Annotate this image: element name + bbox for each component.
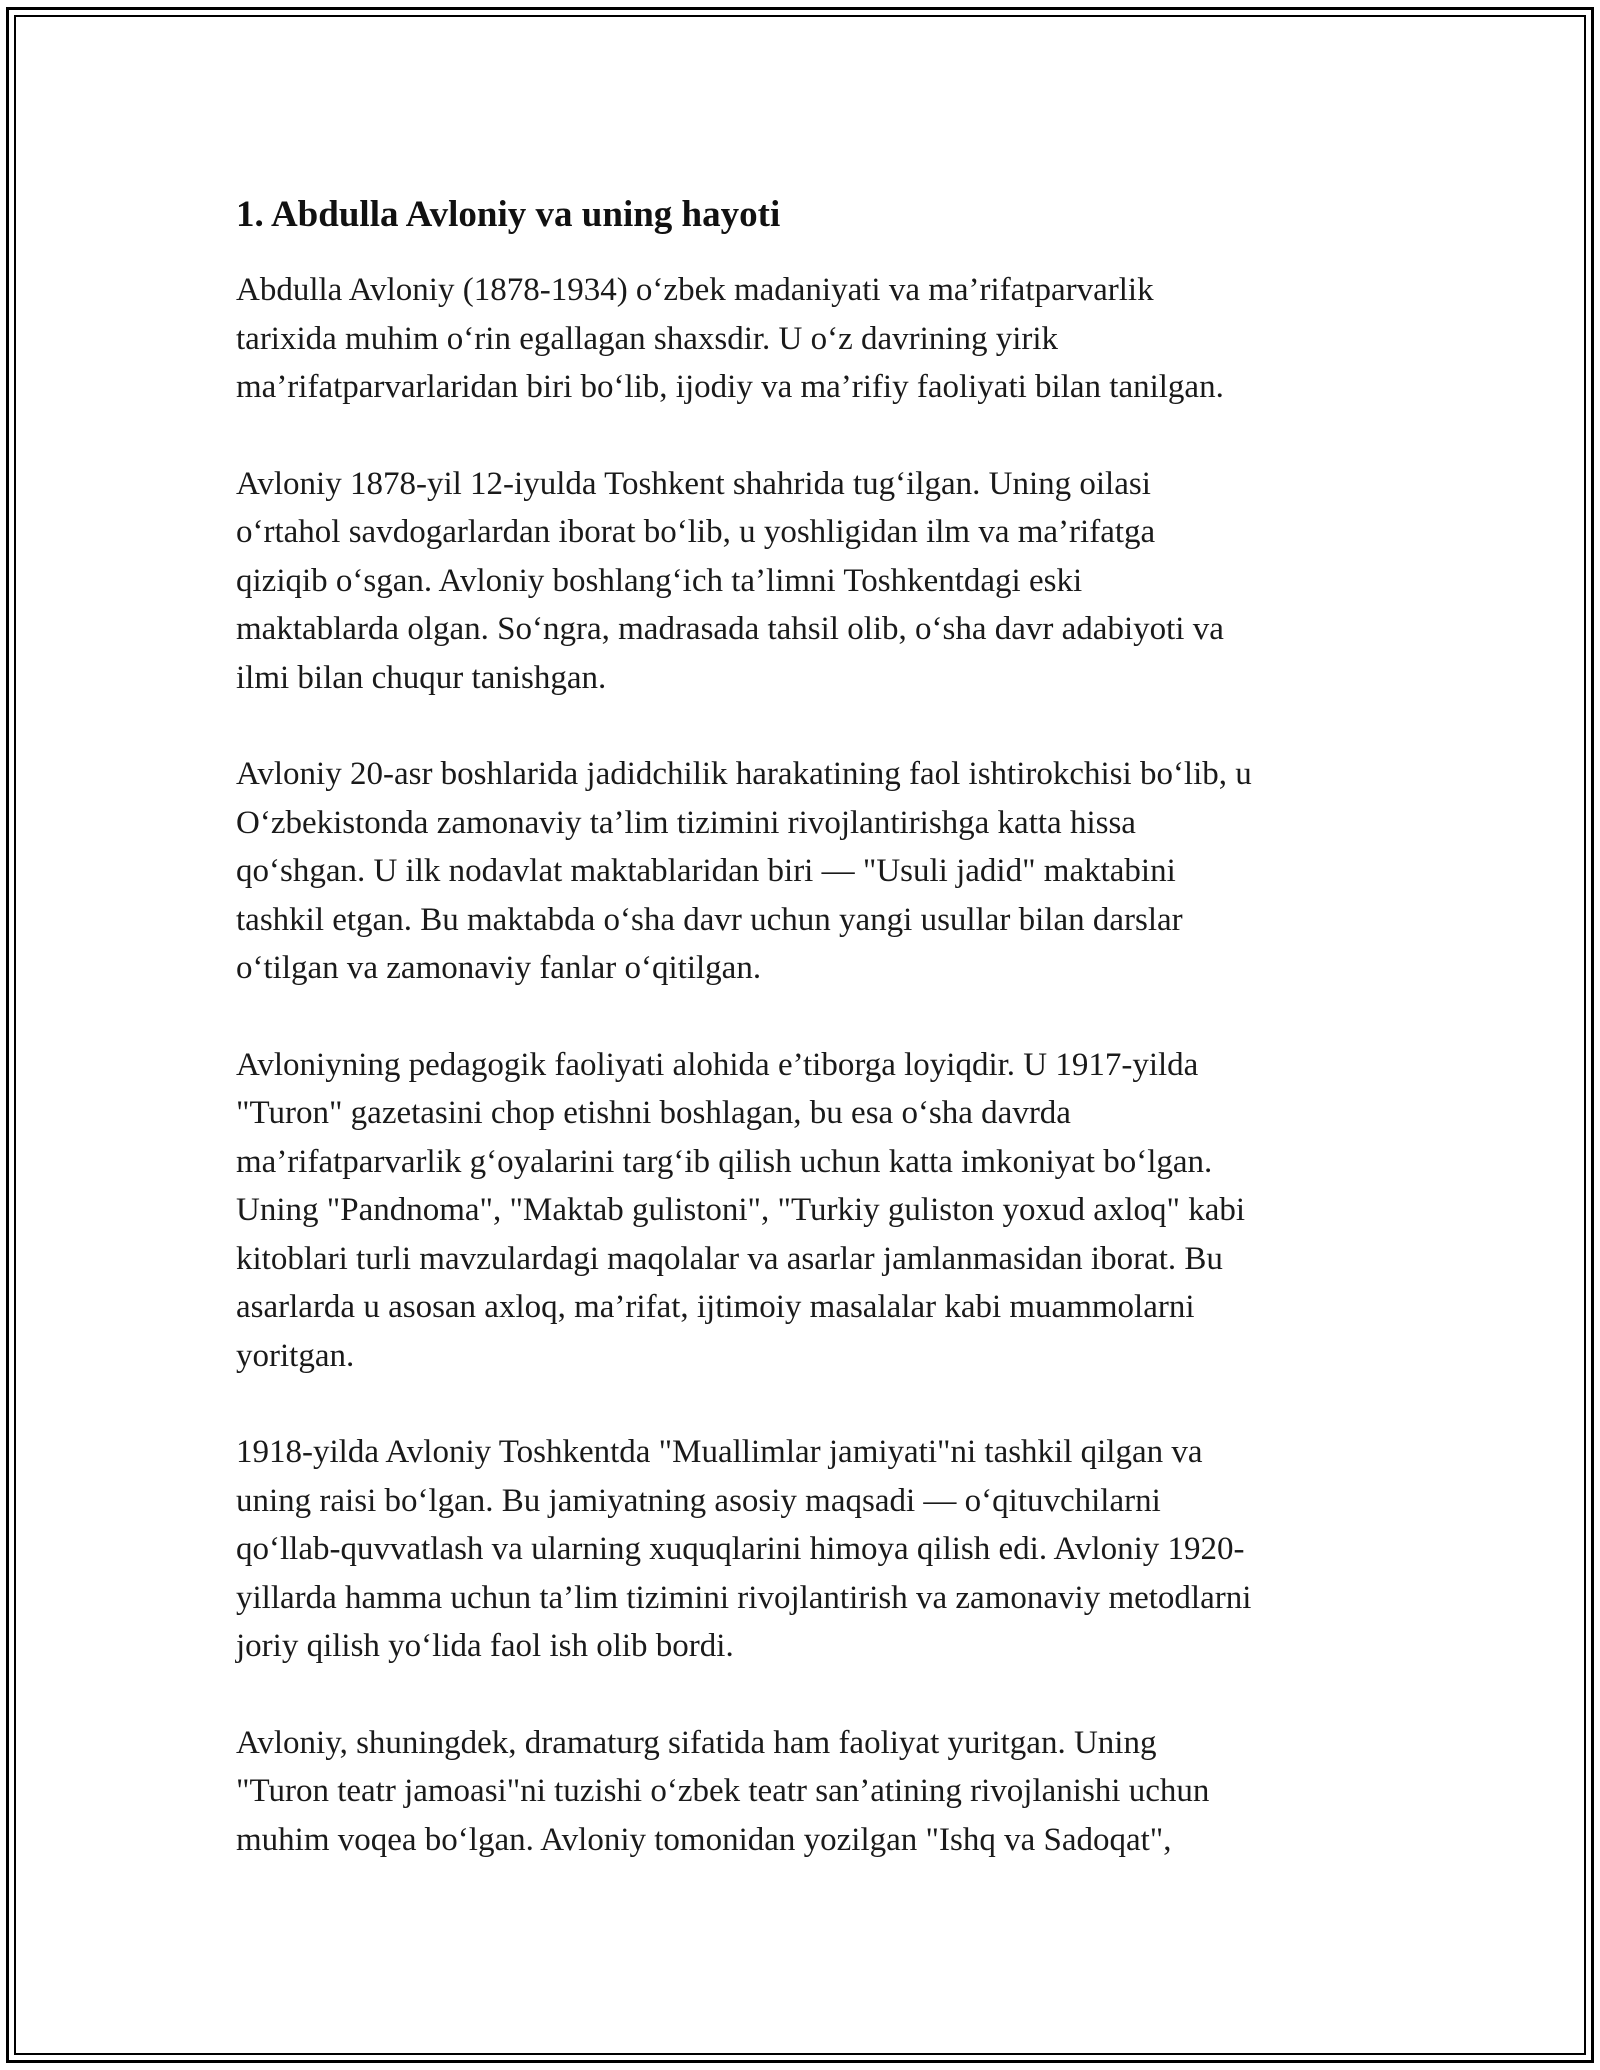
text-line: tarixida muhim o‘rin egallagan shaxsdir. U o‘z davrining yirik (236, 320, 1059, 357)
text-line: Avloniy 1878-yil 12-iyulda Toshkent shahrida tug‘ilgan. Uning oilasi (236, 465, 1151, 502)
text-line: ma’rifatparvarlik g‘oyalarini targ‘ib qilish uchun katta imkoniyat bo‘lgan. (236, 1143, 1213, 1180)
text-line: Uning "Pandnoma", "Maktab gulistoni", "Turkiy guliston yoxud axloq" kabi (236, 1192, 1246, 1228)
text-line: ilmi bilan chuqur tanishgan. (236, 659, 607, 696)
text-line: muhim voqea bo‘lgan. Avloniy tomonidan yozilgan "Ishq va Sadoqat", (236, 1821, 1172, 1858)
text-line: qiziqib o‘sgan. Avloniy boshlang‘ich ta’limni Toshkentdagi eski (236, 562, 1083, 599)
text-line: tashkil etgan. Bu maktabda o‘sha davr uchun yangi usullar bilan darslar (236, 901, 1183, 938)
text-line: qo‘shgan. U ilk nodavlat maktablaridan biri — "Usuli jadid" maktabini (236, 853, 1176, 889)
text-line: maktablarda olgan. So‘ngra, madrasada tahsil olib, o‘sha davr adabiyoti va (236, 611, 1224, 647)
text-line: "Turon" gazetasini chop etishni boshlagan, bu esa o‘sha davrda (236, 1095, 1071, 1131)
paragraph-drama (236, 1719, 1376, 1865)
text-line: kitoblari turli mavzulardagi maqolalar va asarlar jamlanmasidan iborat. Bu (236, 1240, 1223, 1277)
text-line: 1918-yilda Avloniy Toshkentda "Muallimlar jamiyati"ni tashkil qilgan va (236, 1434, 1203, 1470)
document-body (236, 188, 1376, 1912)
text-line: ma’rifatparvarlaridan biri bo‘lib, ijodiy va ma’rifiy faoliyati bilan tanilgan. (236, 369, 1224, 405)
text-line: yillarda hamma uchun ta’lim tizimini rivojlantirish va zamonaviy metodlarni (236, 1579, 1252, 1616)
paragraph-jadid (236, 750, 1376, 993)
text-line: yoritgan. (236, 1337, 355, 1374)
paragraph-society (236, 1428, 1376, 1671)
text-line: o‘rtahol savdogarlardan iborat bo‘lib, u yoshligidan ilm va ma’rifatga (236, 514, 1156, 550)
text-line: qo‘llab-quvvatlash va ularning xuquqlarini himoya qilish edi. Avloniy 1920- (236, 1531, 1245, 1567)
paragraph-intro (236, 266, 1376, 412)
text-line: asarlarda u asosan axloq, ma’rifat, ijtimoiy masalalar kabi muammolarni (236, 1289, 1195, 1325)
text-line: O‘zbekistonda zamonaviy ta’lim tizimini rivojlantirishga katta hissa (236, 804, 1136, 841)
text-line: o‘tilgan va zamonaviy fanlar o‘qitilgan. (236, 950, 762, 986)
text-line: Avloniyning pedagogik faoliyati alohida e’tiborga loyiqdir. U 1917-yilda (236, 1046, 1199, 1083)
paragraph-birth (236, 460, 1376, 703)
paragraph-pedagogy (236, 1041, 1376, 1381)
section-heading: 1. Abdulla Avloniy va uning hayoti (236, 194, 781, 235)
text-line: joriy qilish yo‘lida faol ish olib bordi. (236, 1628, 734, 1664)
text-line: "Turon teatr jamoasi"ni tuzishi o‘zbek teatr san’atining rivojlanishi uchun (236, 1773, 1210, 1809)
text-line: Abdulla Avloniy (1878-1934) o‘zbek madaniyati va ma’rifatparvarlik (236, 272, 1154, 308)
text-line: uning raisi bo‘lgan. Bu jamiyatning asosiy maqsadi — o‘qituvchilarni (236, 1482, 1161, 1519)
text-line: Avloniy 20-asr boshlarida jadidchilik harakatining faol ishtirokchisi bo‘lib, u (236, 756, 1252, 792)
text-line: Avloniy, shuningdek, dramaturg sifatida ham faoliyat yuritgan. Uning (236, 1724, 1157, 1761)
